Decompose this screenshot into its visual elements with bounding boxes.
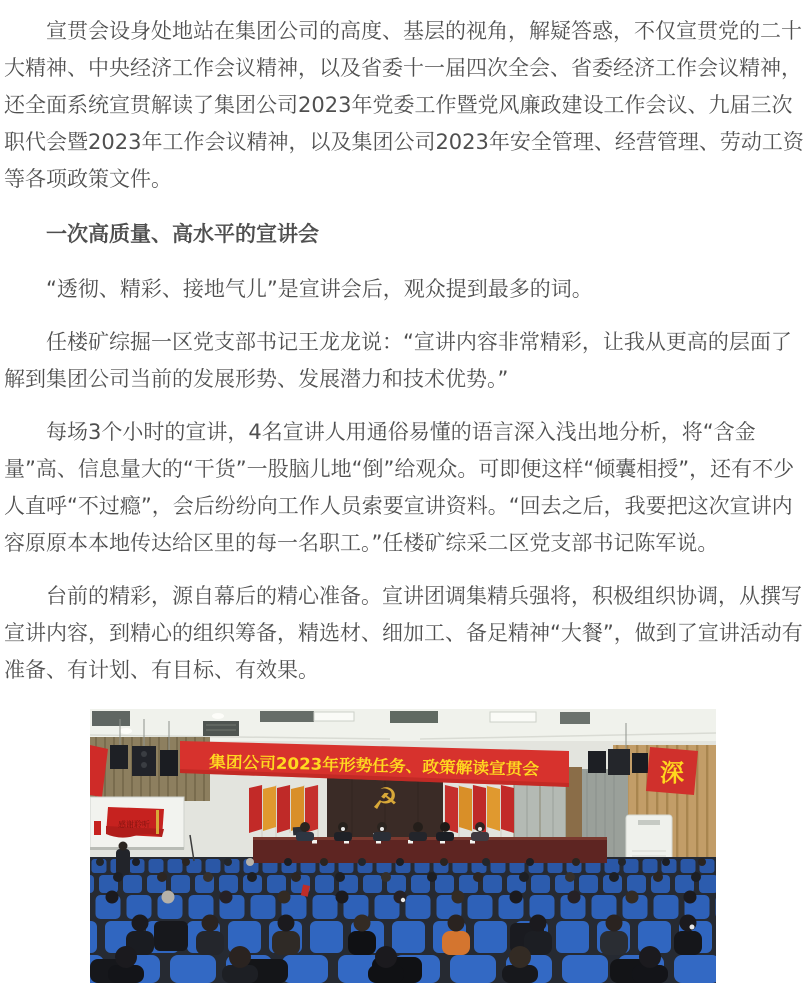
- section-heading: 一次高质量、高水平的宣讲会: [46, 222, 319, 246]
- party-emblem-icon: ☭: [371, 782, 399, 817]
- projection-screen: [90, 797, 184, 850]
- audience-area: [90, 857, 716, 983]
- stage-banner-text: 集团公司2023年形势任务、政策解读宣贯会: [208, 752, 526, 779]
- photo-illustration: [90, 709, 716, 983]
- paragraph-intro: 宣贯会设身处地站在集团公司的高度、基层的视角，解疑答惑，不仅宣贯党的二十大精神、中央经济工作会议精神，以及省委十一届四次全会、省委经济工作会议精神，还全面系统宣贯解读了集团公司2023年党委工作暨党风廉政建设工作会议、九届三次职代会暨2023年工作会议精神，以及集团公司2023年安全管理、经营管理、劳动工资等各项政策文件。: [4, 19, 804, 191]
- paragraph-lecture-detail: 每场3个小时的宣讲，4名宣讲人用通俗易懂的语言深入浅出地分析，将“含金量”高、信息量大的“干货”一股脑儿地“倒”给观众。可即便这样“倾囊相授”，还有不少人直呼“不过瘾”，会后纷纷向工作人员索要宣讲资料。“回去之后，我要把这次宣讲内容原原本本地传达给区里的每一名职工。”任楼矿综采二区党支部书记陈军说。: [4, 420, 795, 555]
- paragraph-wanglonglong: 任楼矿综掘一区党支部书记王龙龙说：“宣讲内容非常精彩，让我从更高的层面了解到集团公司当前的发展形势、发展潜力和技术优势。”: [4, 330, 792, 391]
- ac-unit: [626, 815, 672, 863]
- paragraph-quote-words: “透彻、精彩、接地气儿”是宣讲会后，观众提到最多的词。: [46, 277, 593, 301]
- standing-person: [116, 849, 130, 875]
- side-banner-char: 深: [660, 759, 684, 787]
- article-body: [0, 13, 808, 983]
- screen-text: 感谢聆听: [118, 820, 150, 829]
- orange-jacket: [442, 931, 470, 955]
- conference-photo: [90, 709, 716, 983]
- paragraph-preparation: 台前的精彩，源自幕后的精心准备。宣讲团调集精兵强将，积极组织协调，从撰写宣讲内容，到精心的组织筹备，精选材、细加工、备足精神“大餐”，做到了宣讲活动有准备、有计划、有目标、有效果。: [4, 584, 803, 682]
